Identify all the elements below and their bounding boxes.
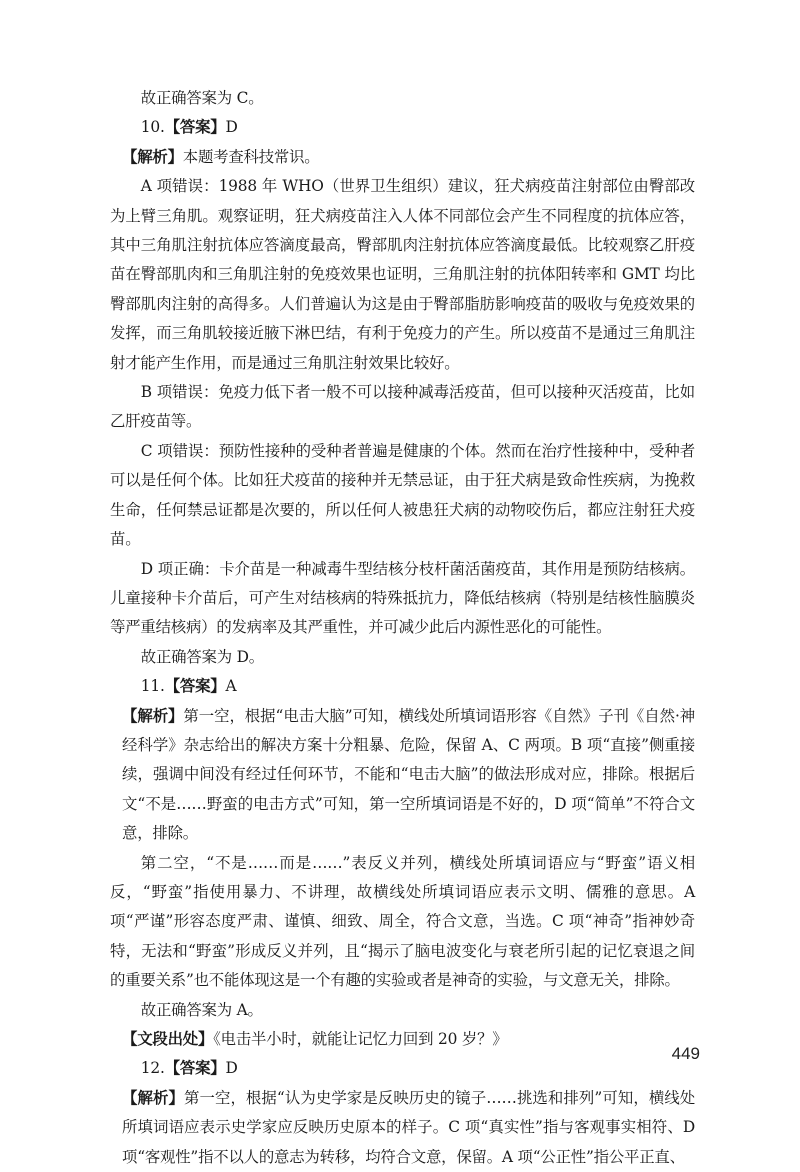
paragraph-option-d: D 项正确：卡介苗是一种减毒牛型结核分枝杆菌活菌疫苗，其作用是预防结核病。儿童接种卡介苗后，可产生对结核病的特殊抵抗力，降低结核病（特别是结核性脑膜炎等严重结核病）的发病率及其严重性，并可减少此后内源性恶化的可能性。: [110, 559, 695, 637]
paragraph-second-blank-11: 第二空，“不是……而是……”表反义并列，横线处所填词语应与“野蛮”语义相反，“野蛮”指使用暴力、不讲理，故横线处所填词语应表示文明、儒雅的意思。A 项“严谨”形容态度严肃、谨慎、细致、周全，符合文意，当选。C 项“神奇”指神妙奇特，无法和“野蛮”形成反义并列，且“揭示了脑电波变化与衰老所引起的记忆衰退之间的重要关系”也不能体现这是一个有趣的实验或者是神奇的实验，与文意无关，排除。: [110, 853, 695, 990]
paragraph-option-b: B 项错误：免疫力低下者一般不可以接种减毒活疫苗，但可以接种灭活疫苗，比如乙肝疫苗等。: [110, 383, 695, 431]
answer-12: 12.【答案】D: [140, 1059, 238, 1078]
analysis-11: 【解析】第一空，根据“电击大脑”可知，横线处所填词语形容《自然》子刊《自然·神经科学》杂志给出的解决方案十分粗暴、危险，保留 A、C 两项。B 项“直接”侧重接续，强调中间没有经过任何环节，不能和“电击大脑”的做法形成对应，排除。根据后文“不是……野蛮的电击方式”可知，第一空所填词语是不好的，D 项“简单”不符合文意，排除。: [122, 706, 695, 843]
document-body: [110, 84, 695, 1172]
page-number: 449: [671, 1044, 700, 1063]
paragraph-option-a: A 项错误：1988 年 WHO（世界卫生组织）建议，狂犬病疫苗注射部位由臀部改为上臂三角肌。观察证明，狂犬病疫苗注入人体不同部位会产生不同程度的抗体应答，其中三角肌注射抗体应答滴度最高，臀部肌肉注射抗体应答滴度最低。比较观察乙肝疫苗在臀部肌肉和三角肌注射的免疫效果也证明，三角肌注射的抗体阳转率和 GMT 均比臀部肌肉注射的高得多。人们普遍认为这是由于臀部脂肪影响疫苗的吸收与免疫效果的发挥，而三角肌较接近腋下淋巴结，有利于免疫力的产生。所以疫苗不是通过三角肌注射才能产生作用，而是通过三角肌注射效果比较好。: [110, 177, 695, 372]
analysis-12: 【解析】第一空，根据“认为史学家是反映历史的镜子……挑选和排列”可知，横线处所填词语应表示史学家应反映历史原本的样子。C 项“真实性”指与客观事实相符、D 项“客观性”指不以人的意志为转移，均符合文意，保留。A 项“公正性”指公平正直、: [122, 1088, 696, 1166]
paragraph-conclusion-11: 故正确答案为 A。: [140, 1000, 263, 1019]
paragraph-option-c: C 项错误：预防性接种的受种者普遍是健康的个体。然而在治疗性接种中，受种者可以是任何个体。比如狂犬疫苗的接种并无禁忌证，由于狂犬病是致命性疾病，为挽救生命，任何禁忌证都是次要的，所以任何人被患狂犬病的动物咬伤后，都应注射狂犬疫苗。: [110, 441, 695, 549]
paragraph-conclusion-9: 故正确答案为 C。: [140, 89, 264, 107]
paragraph-conclusion-10: 故正确答案为 D。: [140, 647, 264, 666]
source-11: 【文段出处】《电击半小时，就能让记忆力回到 20 岁？》: [122, 1030, 508, 1048]
answer-11: 11.【答案】A: [140, 677, 237, 696]
analysis-10: 【解析】本题考查科技常识。: [122, 147, 320, 166]
answer-10: 10.【答案】D: [140, 118, 238, 137]
